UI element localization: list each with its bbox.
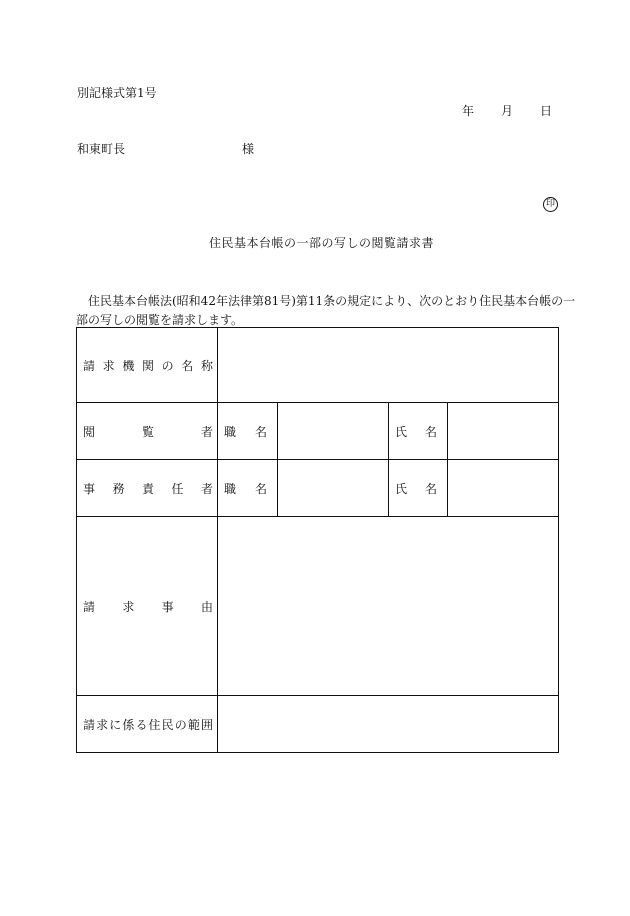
row-reason [77, 517, 559, 696]
org-name-field[interactable] [218, 328, 559, 403]
intro-line-1: 住民基本台帳法(昭和42年法律第81号)第11条の規定により、次のとおり住民基本台帳の一 [88, 294, 576, 308]
viewer-position-label-cell [218, 403, 278, 460]
responsible-position-field[interactable] [278, 460, 389, 517]
viewer-position-field[interactable] [278, 403, 389, 460]
reason-field[interactable] [218, 517, 559, 696]
viewer-name-label: 氏 名 [395, 424, 437, 439]
intro-line-2: 部の写しの閲覧を請求します。 [76, 313, 244, 327]
intro-paragraph [76, 292, 576, 330]
responsible-name-label-cell [389, 460, 448, 517]
viewer-label: 閲 覧 者 [83, 424, 213, 439]
document-title: 住民基本台帳の一部の写しの閲覧請求書 [209, 236, 435, 250]
reason-label: 請 求 事 由 [83, 599, 213, 614]
row-scope [77, 696, 559, 753]
responsible-name-field[interactable] [448, 460, 559, 517]
responsible-position-label-cell [218, 460, 278, 517]
responsible-position-label: 職 名 [224, 481, 267, 496]
viewer-name-field[interactable] [448, 403, 559, 460]
addressee-honorific: 様 [242, 142, 255, 156]
responsible-label-cell [77, 460, 218, 517]
request-form-table [76, 327, 559, 753]
viewer-name-label-cell [389, 403, 448, 460]
form-number: 別記様式第1号 [77, 86, 157, 100]
row-viewer [77, 403, 559, 460]
addressee-office: 和東町長 [77, 142, 126, 156]
org-name-label-cell [77, 328, 218, 403]
row-org-name [77, 328, 559, 403]
date-line: 年 月 日 [462, 104, 554, 118]
scope-label-cell [77, 696, 218, 753]
viewer-label-cell [77, 403, 218, 460]
reason-label-cell [77, 517, 218, 696]
viewer-position-label: 職 名 [224, 424, 267, 439]
scope-field[interactable] [218, 696, 559, 753]
responsible-name-label: 氏 名 [395, 481, 437, 496]
seal-icon: 印 [543, 197, 558, 212]
org-name-label: 請 求 機 関 の 名 称 [83, 358, 213, 373]
responsible-label: 事 務 責 任 者 [83, 481, 213, 496]
scope-label: 請 求 に 係 る 住 民 の 範 囲 [83, 717, 213, 732]
row-responsible [77, 460, 559, 517]
